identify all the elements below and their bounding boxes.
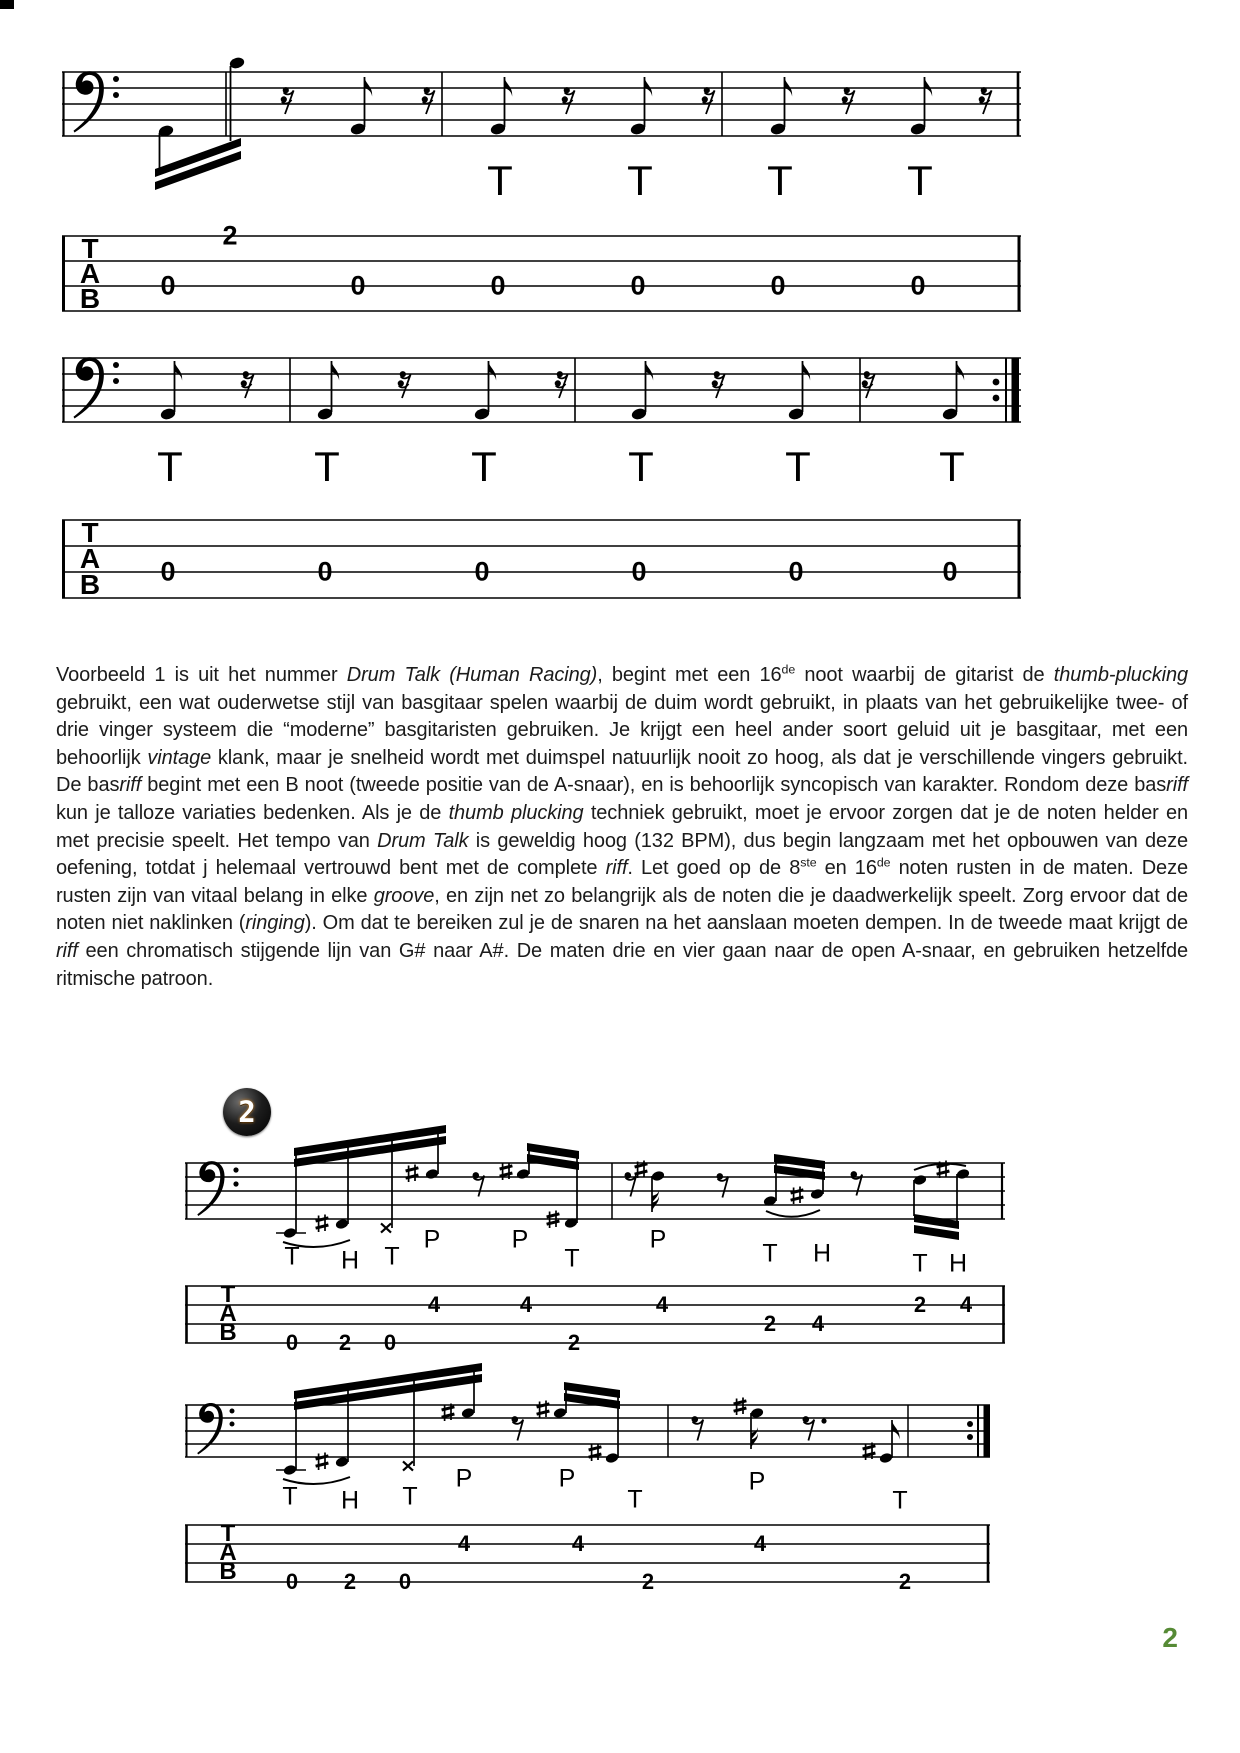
system4-staff: [185, 1363, 990, 1484]
system3-tab-number: 4: [427, 1292, 441, 1317]
system4-tab-letter: A: [219, 1539, 237, 1566]
system3-tab-letter: B: [219, 1319, 237, 1346]
system3-technique-label: H: [812, 1239, 832, 1268]
system4-tab-number: 2: [641, 1569, 655, 1594]
system4-tab-number: 0: [285, 1569, 299, 1594]
system3-tab-number: 4: [959, 1292, 973, 1317]
system4-tab-number: 2: [898, 1569, 912, 1594]
system2-tab-number: 0: [631, 556, 647, 587]
system1-tab-number: 0: [630, 270, 646, 301]
system3-technique-label: P: [649, 1225, 667, 1254]
system4-technique-label: H: [340, 1486, 360, 1515]
system3-technique-label: T: [762, 1239, 778, 1268]
system3-technique-label: T: [384, 1242, 400, 1271]
system3-tab-letter: A: [219, 1300, 237, 1327]
system3-tab-number: 4: [655, 1292, 669, 1317]
system3-technique-label: H: [340, 1246, 360, 1275]
system1-technique-label: T: [907, 157, 933, 204]
system3-technique-label: T: [284, 1242, 300, 1271]
system1-tab-letter: B: [79, 283, 101, 314]
system3-staff: [185, 1125, 1005, 1247]
system4-tab-number: 4: [571, 1531, 585, 1556]
system4-tab: [185, 1525, 990, 1585]
system2-technique-label: T: [157, 443, 183, 490]
system1-tab-number: 0: [910, 270, 926, 301]
system3-tab-number: 0: [383, 1330, 397, 1355]
system2-tab-number: 0: [160, 556, 176, 587]
system2-technique-label: T: [785, 443, 811, 490]
system2-technique-label: T: [939, 443, 965, 490]
system3-technique-label: T: [564, 1244, 580, 1273]
system1-tab-number: 2: [222, 220, 238, 251]
system4-tab-letter: B: [219, 1558, 237, 1585]
system1-technique-label: T: [767, 157, 793, 204]
system3-tab-number: 4: [811, 1311, 825, 1336]
page-number: 2: [1162, 1622, 1178, 1653]
system4-technique-label: T: [627, 1485, 643, 1514]
system4-technique-label: T: [402, 1482, 418, 1511]
system4-technique-label: T: [282, 1482, 298, 1511]
system2-tab-number: 0: [788, 556, 804, 587]
system2-technique-label: T: [314, 443, 340, 490]
system3-tab-number: 4: [519, 1292, 533, 1317]
system3-tab-number: 2: [567, 1330, 581, 1355]
system1-tab-number: 0: [490, 270, 506, 301]
system3-tab-number: 0: [285, 1330, 299, 1355]
system3-tab: [185, 1286, 1005, 1346]
system4-tab-number: 0: [398, 1569, 412, 1594]
system4-tab-number: 4: [457, 1531, 471, 1556]
system4-technique-label: T: [892, 1486, 908, 1515]
system4-tab-number: 4: [753, 1531, 767, 1556]
system3-tab-letter: T: [220, 1281, 236, 1308]
system2-technique-label: T: [628, 443, 654, 490]
system3-tab-number: 2: [338, 1330, 352, 1355]
system2-technique-label: T: [471, 443, 497, 490]
system2-tab-letter: T: [81, 517, 99, 548]
system4-technique-label: P: [558, 1464, 576, 1493]
system2-tab-letter: A: [79, 543, 101, 574]
body-paragraph: Voorbeeld 1 is uit het nummer Drum Talk (Human Racing), begint met een 16de noot waarbij de gitarist de thumb-plucking gebruikt, een wat ouderwetse stijl van basgitaar spelen waarbij de duim wordt gebruikt, in plaats van het gebruikelijke twee- of drie vinger systeem die “moderne” basgitaristen gebruiken. Je krijgt een heel ander soort geluid uit je basgitaar, met een behoorlijk vintage klank, maar je snelheid wordt met duimspel natuurlijk nooit zo hoog, als dat je verschillende vingers gebruikt. De basriff begint met een B noot (tweede positie van de A-snaar), en is behoorlijk syncopisch van karakter. Rondom deze basriff kun je talloze variaties bedenken. Als je de thumb plucking techniek gebruikt, moet je ervoor zorgen dat je de noten helder en met precisie speelt. Het tempo van Drum Talk is geweldig hoog (132 BPM), dus begin langzaam met het opbouwen van deze oefening, totdat j helemaal vertrouwd bent met de complete riff. Let goed op de 8ste en 16de noten rusten in de maten. Deze rusten zijn van vitaal belang in elke groove, en zijn net zo belangrijk als de noten die je daadwerkelijk speelt. Zorg ervoor dat de noten niet naklinken (ringing). Om dat te bereiken zul je de snaren na het aanslaan moeten dempen. In de tweede maat krijgt de riff een chromatisch stijgende lijn van G# naar A#. De maten drie en vier gaan naar de open A-snaar, en gebruiken hetzelfde ritmische patroon.: [56, 662, 1189, 990]
system2-tab-number: 0: [942, 556, 958, 587]
example-2-badge-number: 2: [238, 1095, 256, 1129]
system4-technique-label: P: [455, 1464, 473, 1493]
system2-tab: [62, 517, 1021, 598]
example-2-badge: [223, 1088, 271, 1136]
system2-tab-number: 0: [317, 556, 333, 587]
system1-tab: [62, 233, 1021, 314]
system3-technique-label: P: [423, 1225, 441, 1254]
system1-tab-number: 0: [160, 270, 176, 301]
system1-tab-number: 0: [350, 270, 366, 301]
system1-technique-label: T: [627, 157, 653, 204]
system4-technique-label: P: [748, 1467, 766, 1496]
system3-technique-label: P: [511, 1225, 529, 1254]
system1-tab-letter: T: [81, 233, 99, 264]
system3-tab-number: 2: [763, 1311, 777, 1336]
system4-tab-number: 2: [343, 1569, 357, 1594]
system2-tab-letter: B: [79, 569, 101, 600]
system4-tab-letter: T: [220, 1520, 236, 1547]
system2-staff: [62, 357, 1021, 422]
system1-technique-label: T: [487, 157, 513, 204]
system3-tab-number: 2: [913, 1292, 927, 1317]
system1-tab-number: 0: [770, 270, 786, 301]
system1-staff: [62, 56, 1021, 190]
system3-technique-label: H: [948, 1249, 968, 1278]
system1-tab-letter: A: [79, 258, 101, 289]
system2-tab-number: 0: [474, 556, 490, 587]
system3-technique-label: T: [912, 1249, 928, 1278]
